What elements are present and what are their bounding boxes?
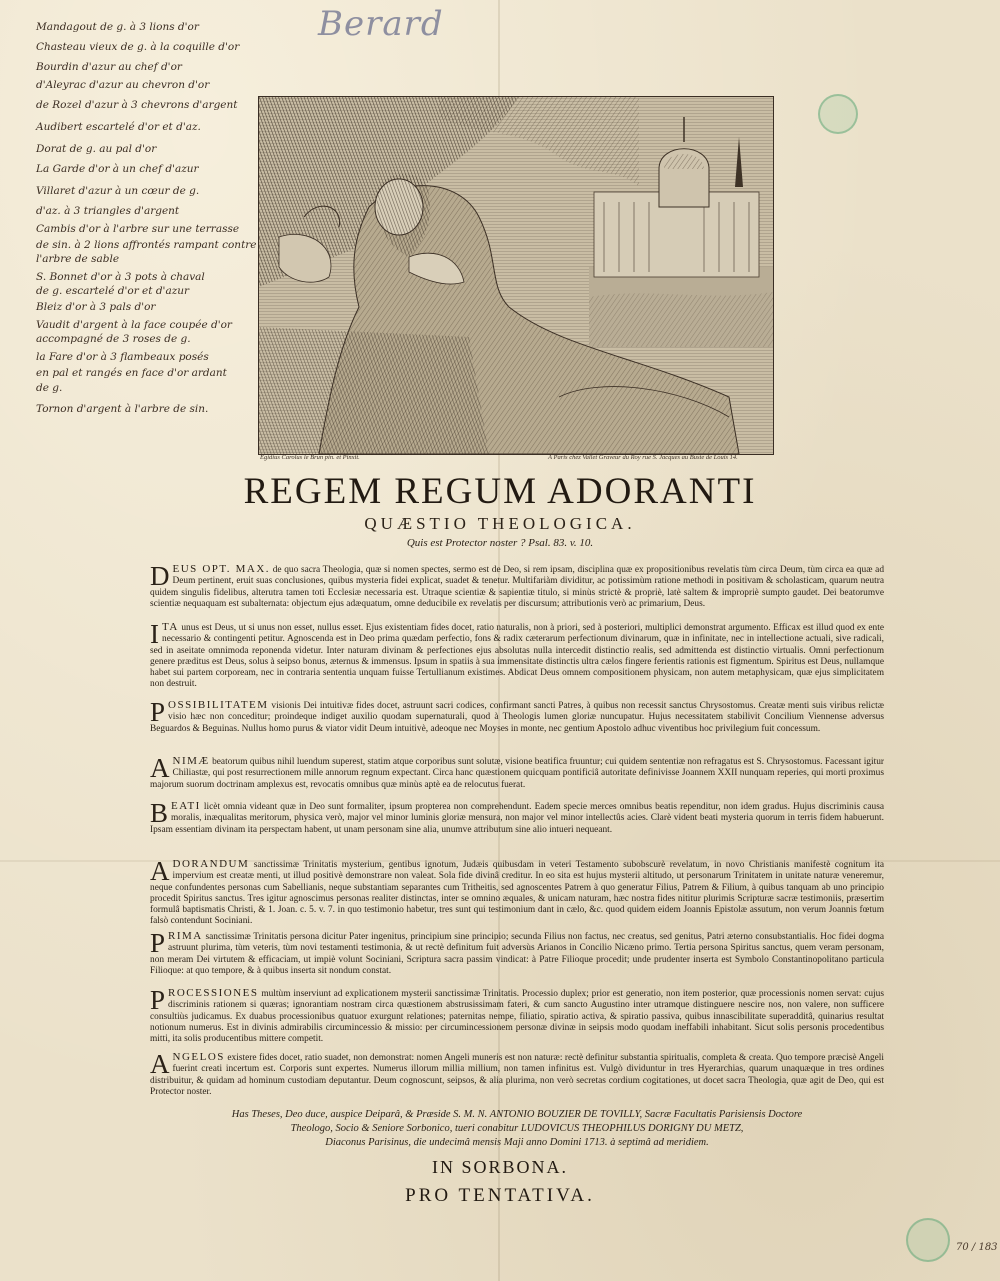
thesis-paragraph (150, 928, 884, 977)
thesis-paragraph (150, 561, 885, 610)
drop-initial: P (150, 697, 166, 727)
engraving-king-adoring (258, 96, 774, 455)
handwritten-note: Bleiz d'or à 3 pals d'or (36, 301, 156, 313)
handwritten-note: Bourdin d'azur au chef d'or (36, 61, 182, 73)
handwritten-note: S. Bonnet d'or à 3 pots à chaval (36, 271, 205, 283)
dedication (150, 1108, 884, 1150)
thesis-paragraph (150, 1049, 884, 1098)
library-stamp-top (818, 94, 858, 134)
drop-initial: P (150, 985, 166, 1015)
drop-initial: B (150, 798, 169, 828)
paragraph-lead: OSSIBILITATEM (168, 699, 269, 711)
paragraph-lead: DORANDUM (172, 858, 250, 870)
handwritten-note: Tornon d'argent à l'arbre de sin. (36, 403, 209, 415)
handwritten-note: Vaudit d'argent à la face coupée d'or (36, 319, 232, 331)
drop-initial: P (150, 928, 166, 958)
handwritten-note: Audibert escartelé d'or et d'az. (36, 121, 201, 133)
handwritten-note: accompagné de 3 roses de g. (36, 333, 191, 345)
thesis-subtitle: QUÆSTIO THEOLOGICA. (364, 514, 636, 533)
handwritten-signature: Berard (318, 4, 444, 44)
handwritten-note: Chasteau vieux de g. à la coquille d'or (36, 41, 240, 53)
thesis-paragraph (150, 697, 885, 735)
handwritten-note: La Garde d'or à un chef d'azur (36, 163, 199, 175)
handwritten-note: Cambis d'or à l'arbre sur une terrasse (36, 223, 240, 235)
thesis-title: REGEM REGUM ADORANTI (243, 471, 757, 512)
handwritten-note: d'Aleyrac d'azur au chevron d'or (36, 79, 210, 91)
handwritten-note: de g. escartelé d'or et d'azur (36, 285, 190, 297)
paragraph-lead: NGELOS (172, 1051, 225, 1063)
paragraph-text: licèt omnia videant quæ in Deo sunt formaliter, ipsum propterea non comprehendunt. Eadem specie merces omnibus beatis rependitur, non idem gradus. Hujus discriminis causa moralis, inæqualitas meritorum, physica verò, major vel minor luminis gloriæ mensura, non major vel minor intellectûs acies. Clarè vident beati mysteria quorum in terris fidem habuerunt. Ipsam essentiam divinam ita perspectam habent, ut unam personam sine alia, unumve attributum sine alio intueri nequeant. (150, 802, 885, 835)
drop-initial: I (150, 619, 159, 649)
handwritten-note: Villaret d'azur à un cœur de g. (36, 185, 200, 197)
handwritten-note: en pal et rangés en face d'or ardant (36, 367, 227, 379)
handwritten-note: l'arbre de sable (36, 253, 120, 265)
place-line: IN SORBONA. (431, 1157, 568, 1177)
paragraph-lead: NIMÆ (172, 755, 210, 767)
paragraph-text: sanctissimæ Trinitatis mysterium, gentibus ignotum, Judæis quibusdam in veteri Testamento subobscurè revelatum, in novo Christianis manifestè cognitum ita impervium est creatæ menti, ut illud positivè demonstrare non valeat. Sola fide divinâ creditur. In eo sita est hujus mysterii altitudo, ut personarum Trinitatem in unitate naturæ veneremur, neque confundentes personas cum Sabellianis, neque substantiam separantes cum Tritheitis, sed agnoscentes Patrem à quo generatur Filius, Patrem & Filium, à quibus tanquam ab uno principio procedit Spiritus sanctus. Tres igitur agnoscimus personas realiter distinctas, inter se omnino æquales, & unicam naturam, hæc nostra fides nititur plurimis Scripturæ sacræ testimoniis, præsertim formulâ baptismatis Christi, & 1. Joan. c. 5. v. 7. in quo testimonio habetur, tres sunt qui testimonium dant in cælo, &c. quod quidem eidem Joannis Epistolæ assutum, non verum Joannis fœtum falsò contendunt Sociniani. (150, 860, 885, 927)
paragraph-lead: EUS OPT. MAX. (172, 563, 271, 575)
paragraph-text: multùm inserviunt ad explicationem mysterii sanctissimæ Trinitatis. Processio duplex; prior est generatio, non item posterior, quæ processionis nomen servat: cujus discriminis rationem si quæras; ignorantiam nostram circa quæstionem abstrusissimam fateri, & cum sancto Augustino inter utramque distinguere nescire nos, non valere, non sufficere consultiùs judicamus. Ex duabus processionibus quatuor exurgunt relationes; paternitas nempe, filiatio, spiratio activa, & spiratio passiva, quibus innascibilitate superadditâ, quinarius resultat notionum numerus. Est in divinis admirabilis circumincessio & missio: per circumincessionem personæ divinæ in seipsis modo quodam ineffabili inhabitant. Sicut solis personis procedentibus mitti, ita solis producentibus mittere competit. (150, 989, 885, 1045)
paragraph-lead: EATI (171, 800, 201, 812)
paragraph-lead: ROCESSIONES (168, 987, 259, 999)
drop-initial: A (150, 856, 170, 886)
tentativa-line: PRO TENTATIVA. (405, 1185, 595, 1206)
handwritten-note: la Fare d'or à 3 flambeaux posés (36, 351, 209, 363)
dedication-line: Has Theses, Deo duce, auspice Deiparâ, & Præside S. M. N. ANTONIO BOUZIER DE TOVILLY, Sacræ Facultatis Parisiensis Doctore (231, 1109, 803, 1120)
paragraph-lead: TA (162, 621, 179, 633)
engraving-caption-right: A Paris chez Vallet Graveur du Roy rue S. Jacques au Buste de Louis 14. (548, 454, 738, 461)
thesis-paragraph (150, 753, 885, 791)
psalm-quote: Quis est Protector noster ? Psal. 83. v. 10. (406, 537, 594, 549)
paragraph-text: sanctissimæ Trinitatis persona dicitur Pater ingenitus, principium sine principio; secunda Filius non factus, nec creatus, sed genitus, Patri æterno consubstantialis. Hoc fidei dogma astruunt plurima, tùm veteris, tùm novi testamenti testimonia, & ut rectè definitum fuit adversùs Arianos in Concilio Nicæno primo. Tertia persona Spiritus sanctus, quem veram personam, non meram Dei virtutem & efficaciam, ut impiè volunt Sociniani, Scriptura sacra passim vindicat: à Patre Filioque procedit; unde prudenter inserta est Symbolo Constantinopolitano particula Filioque: at quo tempore, & à quibus inserta sit nondum constat. (150, 932, 884, 976)
dedication-line: Diaconus Parisinus, die undecimâ mensis Maji anno Domini 1713. à septimâ ad meridiem. (325, 1137, 709, 1148)
handwritten-note: de sin. à 2 lions affrontés rampant contre (36, 239, 257, 251)
handwritten-note: de g. (36, 382, 63, 394)
thesis-paragraph (150, 798, 885, 836)
paragraph-text: unus est Deus, ut si unus non esset, nullus esset. Ejus existentiam fides docet, ratio naturalis, non à priori, sed à posteriori, multiplici demonstrat argumento. Efficax est illud quod ex ente necessario & contingenti petitur. Agnoscenda est in Deo prima quædam perfectio, fons & radix cæterarum perfectionum divinarum, quæ in infinitate, nec in intellectione actuali, sive radicali, sed in aseitate omnimoda reponenda videtur. Inter naturam divinam & perfectiones ejus absolutas nulla intercedit distinctio realis, sed admittenda est distinctio virtualis. Omni perfectionum genere præditus est Deus, solus à seipso bonus, æternus & immensus. Ipsum in spatiis à sua immensitate distinctis ultra cælos fingere ferientis rationis est figmentum. Spiritus est Deus, nullamque habet sui partem corpoream, nec in contraria sententia unquam fuisse Tertullianum existimes. Abdicat Deus omnem compositionem physicam, non autem metaphysicam, quæ ejus simplicitatem non destruit. (150, 623, 885, 690)
paragraph-text: beatorum quibus nihil luendum superest, statim atque corporibus sunt solutæ, visione beatifica fruuntur; cui quidem sententiæ non refragatus est S. Chrysostomus. Facessant igitur Chiliastæ, qui post resurrectionem mille annorum regnum expectant. Circa hanc quæstionem quicquam pontificiâ autoritate definivisse Joannem XXII nunquam reperies, qui morti proximus majorum suorum doctrinam amplexus est, revocatis omnibus quæ minùs aptè ea de relocutus fuerat. (150, 757, 885, 790)
handwritten-note: de Rozel d'azur à 3 chevrons d'argent (36, 99, 238, 111)
paragraph-text: existere fides docet, ratio suadet, non demonstrat: nomen Angeli muneris est non naturæ: rectè definitur substantia spiritualis, completa & creata. Quo tempore præcisè Angeli fuerint creati incertum est. Corporis sunt expertes. Numerus illorum millia millium, non tamen infinitus est. Vulgò dividuntur in tres Hyerarchias, quarum unaquæque in tres ordines distribuitur, & quidam ad hominum custodiam deputantur. Deum cognoscunt, seipsos, & alia plurima, non verò secretas cordium cogitationes, ut docet sacra Theologia, quæ agit de Deo, qui est Protector noster. (150, 1053, 884, 1097)
thesis-paragraph (150, 619, 885, 691)
paragraph-text: de quo sacra Theologia, quæ si nomen spectes, sermo est de Deo, si rem ipsam, disciplina quæ ex propositionibus revelatis tùm circa Deum, tùm circa ea quæ ad Deum pertinent, eruit suas conclusiones, quibus mysteria fidei explicat, suadet & tenetur. Multifariàm dividitur, ac potissimùm ratione methodi in positivam & scholasticam, quarum neutra quidem singulis fidelibus, alterutra tamen toti Ecclesiæ necessaria est. Utraque scientiæ & sapientiæ titulo, si minùs strictè & propriè, latè saltem & impropriè sumpto gaudet. Dei beatorumve scientiæ nequaquam est subalternata: objectum ejus adæquatum, omne deducibile ex revelatis per discursum; attributionis verò ac primarium, Deus. (150, 565, 885, 609)
paragraph-lead: RIMA (168, 930, 203, 942)
handwritten-note: Mandagout de g. à 3 lions d'or (36, 21, 199, 33)
engraving-illustration (259, 97, 773, 454)
handwritten-note: Dorat de g. au pal d'or (36, 143, 157, 155)
thesis-paragraph (150, 856, 885, 928)
drop-initial: A (150, 753, 170, 783)
engraving-caption-left: Egidius Carolus le Brun pin. et Pinxit. (260, 454, 360, 461)
drop-initial: D (150, 561, 170, 591)
archive-page-number: 70 / 183 (956, 1242, 998, 1253)
library-stamp-bottom (906, 1218, 950, 1262)
handwritten-note: d'az. à 3 triangles d'argent (36, 205, 180, 217)
dedication-line: Theologo, Socio & Seniore Sorbonico, tueri conabitur LUDOVICUS THEOPHILUS DORIGNY DU METZ, (290, 1123, 744, 1134)
drop-initial: A (150, 1049, 170, 1079)
paragraph-text: visionis Dei intuitivæ fides docet, astruunt sacri codices, confirmant sancti Patres, à quibus non recessit sanctus Chrysostomus. Creatæ menti suis viribus relictæ visio hæc non conceditur; proindeque indiget auxilio quodam supernaturali, quod à Theologis lumen gloriæ nuncupatur. Hujus necessitatem stabilivit Concilium Viennense adversus Beguardos & Beguinas. Nullus homo purus & viator vidit Deum intuitivè, adeoque nec Moyses in monte, nec gentium Apostolo adhuc viventibus hoc privilegium fuit concessum. (150, 701, 885, 734)
thesis-paragraph (150, 985, 885, 1045)
